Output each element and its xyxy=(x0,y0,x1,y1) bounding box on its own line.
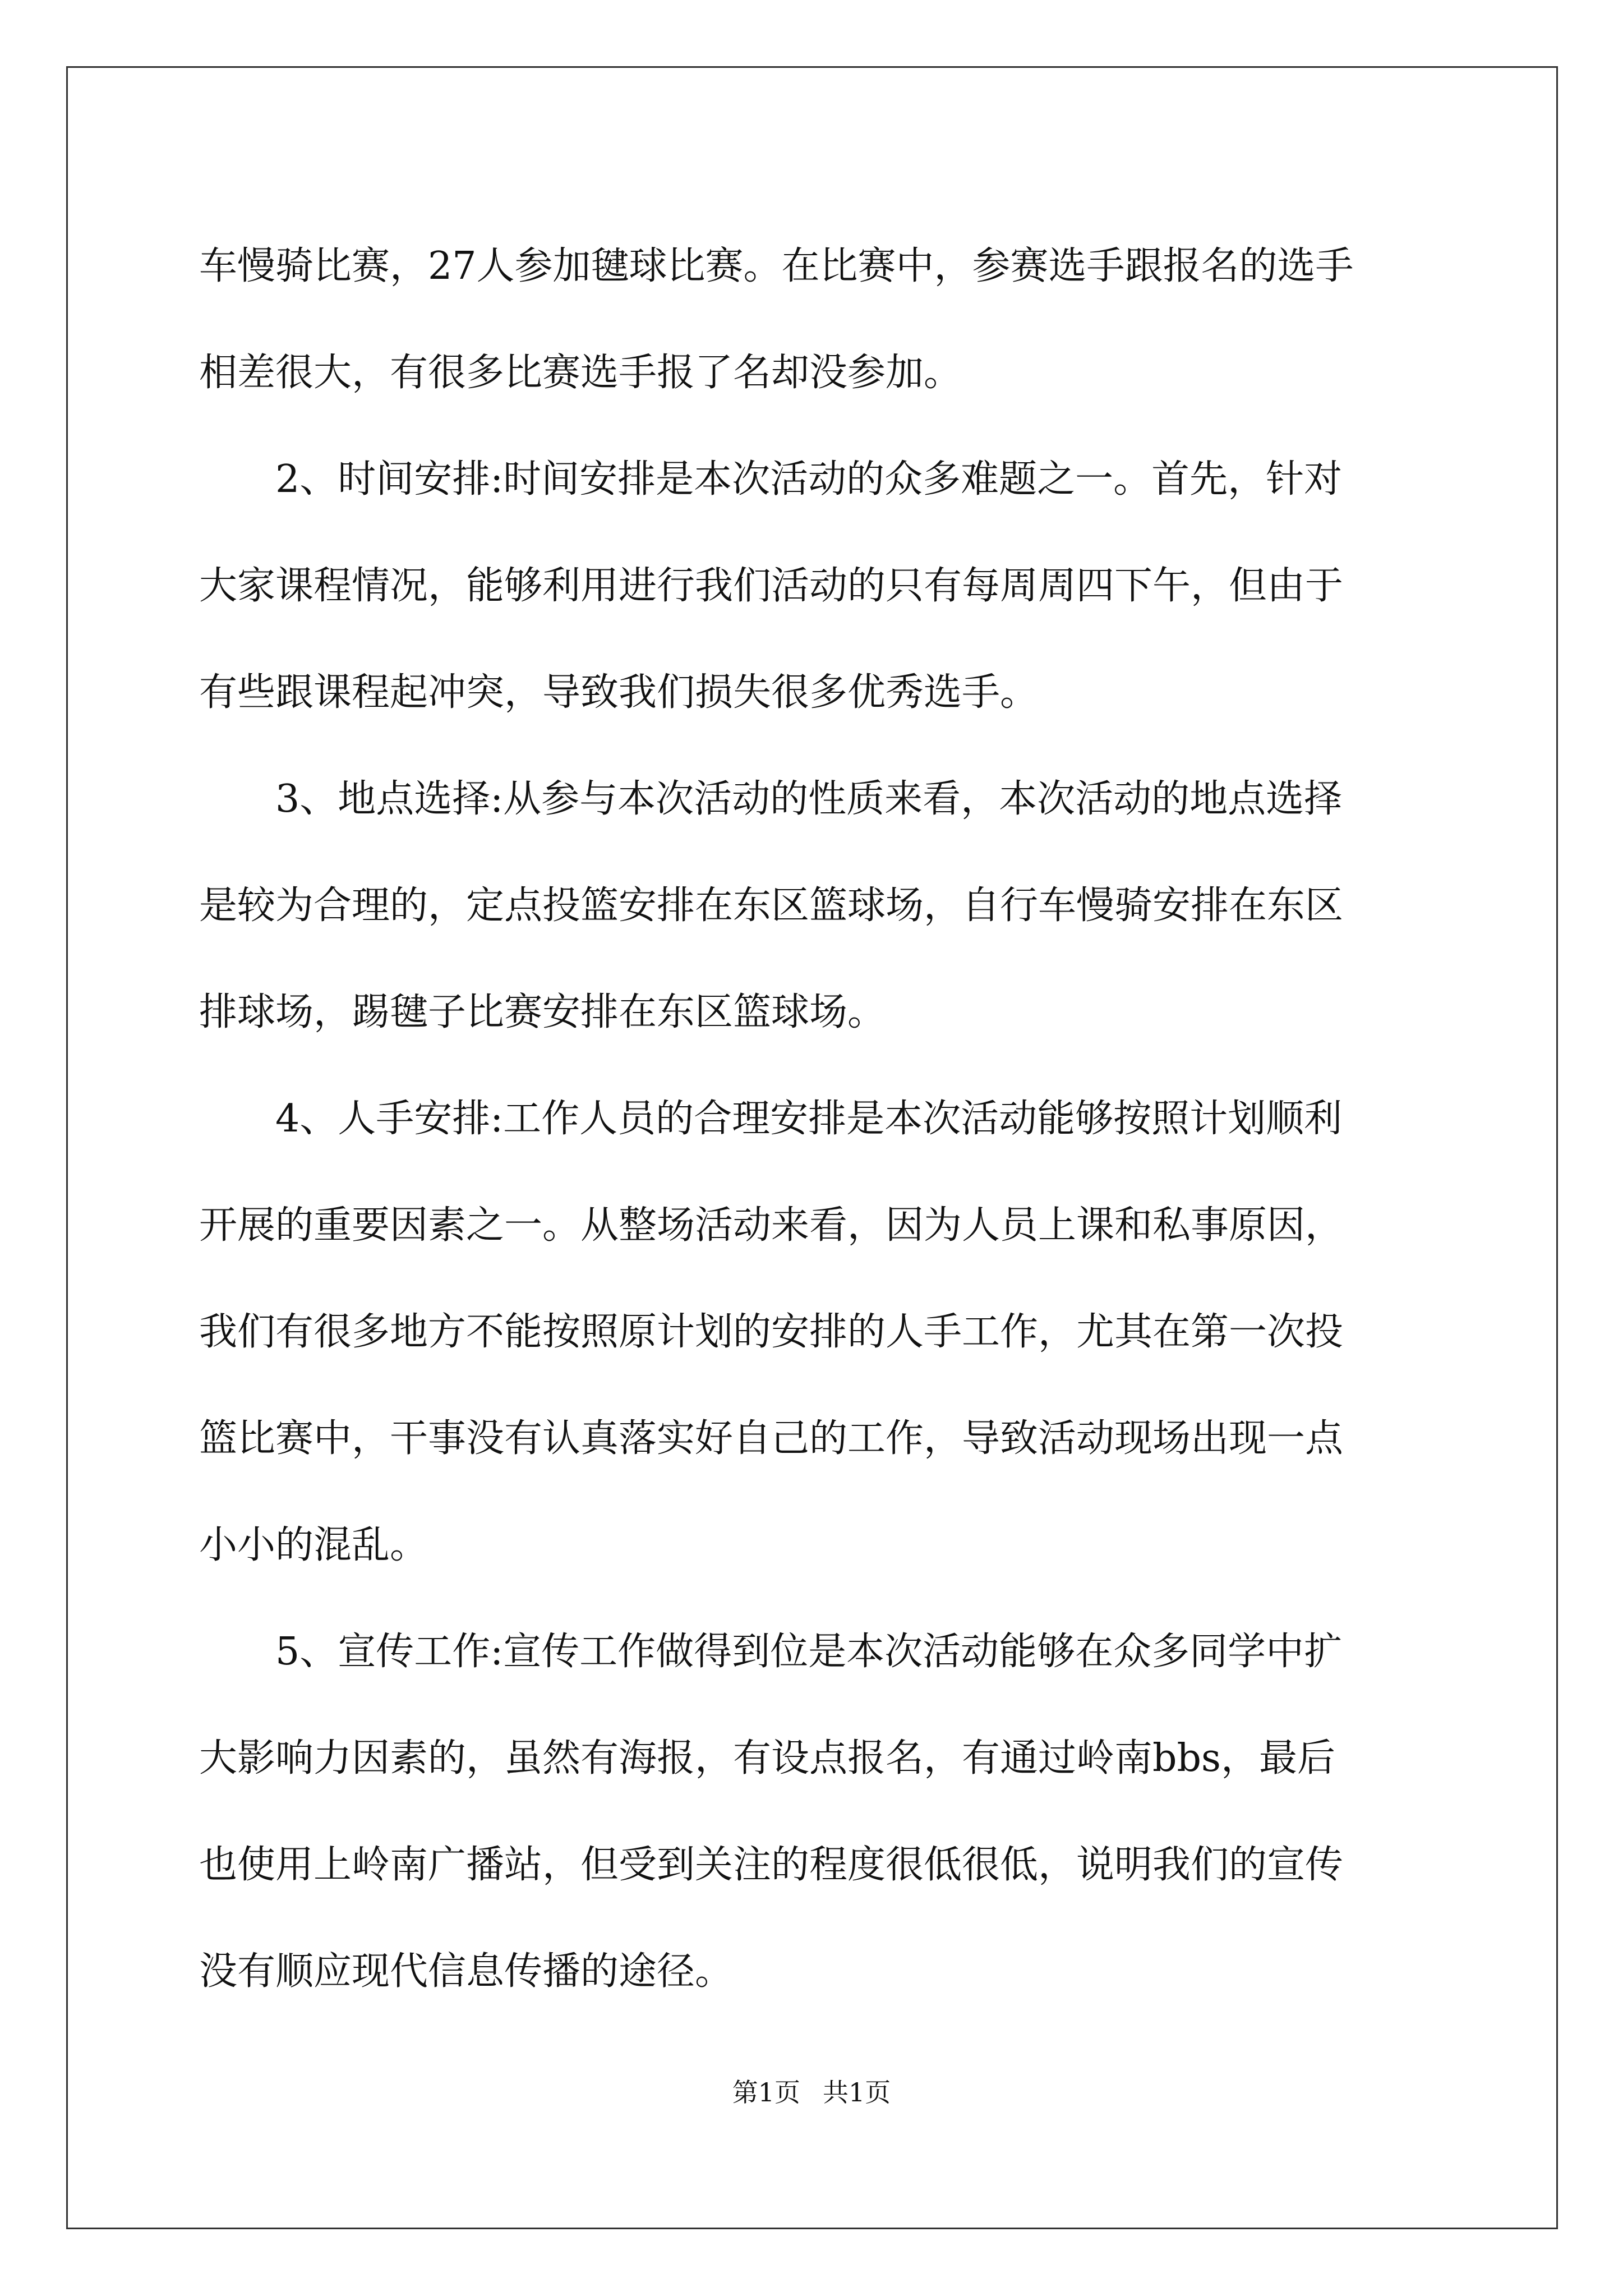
text-line-3: 2、时间安排:时间安排是本次活动的众多难题之一。首先，针对 xyxy=(275,457,1343,501)
page-number-current: 第1页 xyxy=(732,2077,800,2108)
text-line-16: 也使用上岭南广播站，但受到关注的程度很低很低，说明我们的宣传 xyxy=(199,1843,1344,1887)
text-line-7: 是较为合理的，定点投篮安排在东区篮球场，自行车慢骑安排在东区 xyxy=(199,884,1344,928)
text-line-8: 排球场，踢毽子比赛安排在东区篮球场。 xyxy=(199,990,886,1034)
page-footer xyxy=(0,2076,1623,2109)
text-line-1: 车慢骑比赛，27人参加毽球比赛。在比赛中，参赛选手跟报名的选手 xyxy=(199,244,1354,288)
text-line-13: 小小的混乱。 xyxy=(199,1523,428,1567)
text-line-14: 5、宣传工作:宣传工作做得到位是本次活动能够在众多同学中扩 xyxy=(275,1630,1343,1674)
document-body xyxy=(199,213,1433,2025)
text-line-10: 开展的重要因素之一。从整场活动来看，因为人员上课和私事原因， xyxy=(199,1203,1344,1248)
text-line-2: 相差很大，有很多比赛选手报了名却没参加。 xyxy=(199,351,962,395)
text-line-15: 大影响力因素的，虽然有海报，有设点报名，有通过岭南bbs，最后 xyxy=(199,1736,1335,1780)
text-line-11: 我们有很多地方不能按照原计划的安排的人手工作，尤其在第一次投 xyxy=(199,1310,1344,1354)
text-line-5: 有些跟课程起冲突，导致我们损失很多优秀选手。 xyxy=(199,670,1039,715)
text-line-6: 3、地点选择:从参与本次活动的性质来看，本次活动的地点选择 xyxy=(275,777,1343,821)
text-line-9: 4、人手安排:工作人员的合理安排是本次活动能够按照计划顺利 xyxy=(275,1097,1343,1141)
text-line-17: 没有顺应现代信息传播的途径。 xyxy=(199,1949,734,1994)
text-line-4: 大家课程情况，能够利用进行我们活动的只有每周周四下午，但由于 xyxy=(199,564,1344,608)
page-number-total: 共1页 xyxy=(823,2077,891,2108)
text-line-12: 篮比赛中，干事没有认真落实好自己的工作，导致活动现场出现一点 xyxy=(199,1416,1344,1461)
